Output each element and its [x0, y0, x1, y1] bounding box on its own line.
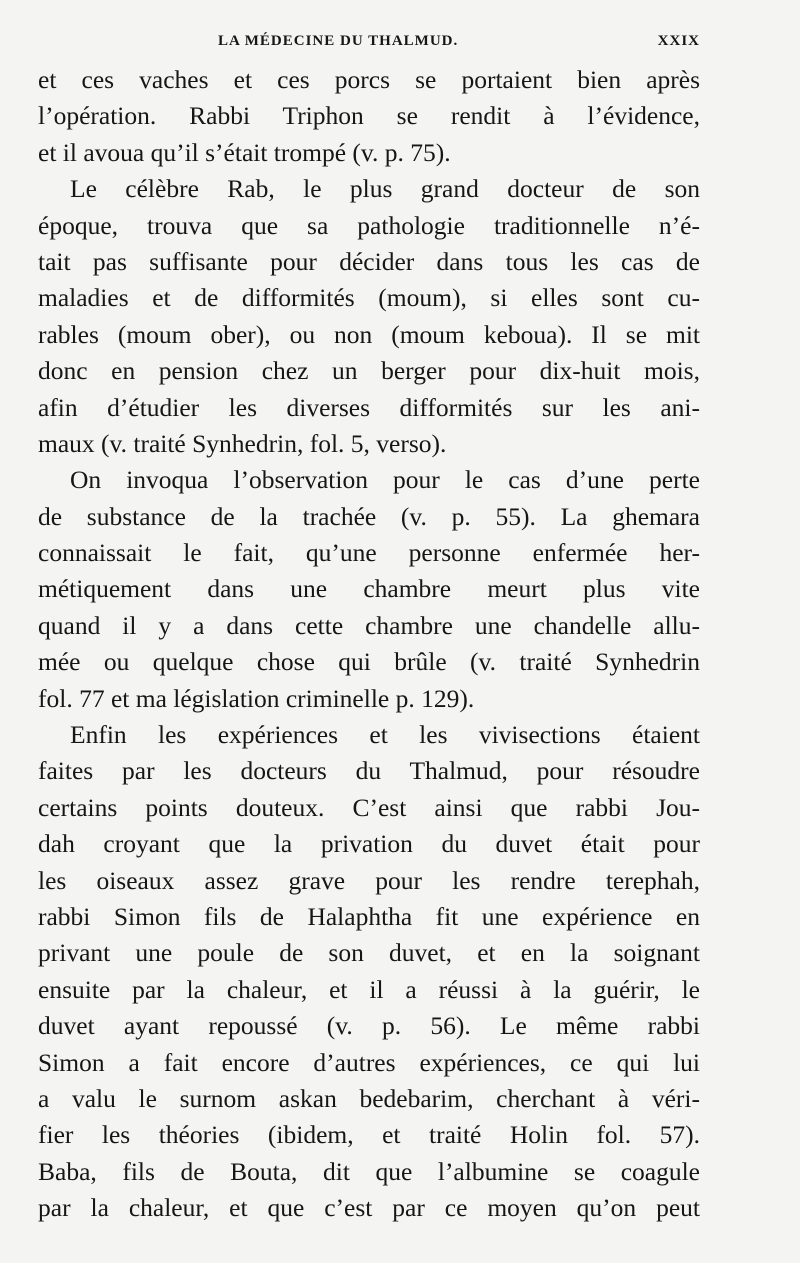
- text-line: ensuite par la chaleur, et il a réussi à la guérir, le: [38, 974, 700, 1004]
- text-line: certains points douteux. C’est ainsi que rabbi Jou-: [38, 792, 700, 822]
- text-line: et ces vaches et ces porcs se portaient bien après: [38, 65, 700, 94]
- text-line: privant une poule de son duvet, et en la soignant: [38, 938, 700, 968]
- text-line: Enfin les expériences et les vivisections étaient: [70, 720, 700, 750]
- text-line: duvet ayant repoussé (v. p. 56). Le même rabbi: [38, 1011, 700, 1041]
- text-line: Baba, fils de Bouta, dit que l’albumine se coagule: [38, 1156, 700, 1186]
- page-number: XXIX: [657, 33, 700, 49]
- text-line: fol. 77 et ma législation criminelle p. 129).: [38, 683, 475, 713]
- text-line: de substance de la trachée (v. p. 55). La ghemara: [38, 501, 700, 531]
- text-line: Le célèbre Rab, le plus grand docteur de son: [70, 174, 700, 204]
- text-line: Simon a fait encore d’autres expériences, ce qui lui: [38, 1047, 700, 1077]
- text-line: On invoqua l’observation pour le cas d’une perte: [70, 465, 700, 495]
- text-line: fier les théories (ibidem, et traité Holin fol. 57).: [38, 1120, 700, 1150]
- body-text: [38, 62, 700, 1227]
- text-line: mée ou quelque chose qui brûle (v. traité Synhedrin: [38, 647, 700, 677]
- text-line: quand il y a dans cette chambre une chandelle allu-: [38, 610, 700, 640]
- text-line: rabbi Simon fils de Halaphtha fit une expérience en: [38, 901, 700, 931]
- running-header: [40, 33, 700, 55]
- text-line: époque, trouva que sa pathologie traditionnelle n’é-: [38, 210, 700, 240]
- text-line: connaissait le fait, qu’une personne enfermée her-: [38, 538, 700, 568]
- text-line: par la chaleur, et que c’est par ce moyen qu’on peut: [38, 1193, 700, 1223]
- text-line: les oiseaux assez grave pour les rendre terephah,: [38, 865, 700, 895]
- text-line: tait pas suffisante pour décider dans tous les cas de: [38, 246, 700, 276]
- text-line: afin d’étudier les diverses difformités sur les ani-: [38, 392, 700, 422]
- text-line: métiquement dans une chambre meurt plus vite: [38, 574, 700, 604]
- text-line: a valu le surnom askan bedebarim, cherchant à véri-: [38, 1083, 700, 1113]
- text-line: donc en pension chez un berger pour dix-huit mois,: [38, 356, 700, 386]
- running-title: LA MÉDECINE DU THALMUD.: [218, 33, 459, 49]
- text-line: maladies et de difformités (moum), si elles sont cu-: [38, 283, 700, 313]
- text-line: et il avoua qu’il s’était trompé (v. p. 75).: [38, 137, 451, 167]
- text-line: maux (v. traité Synhedrin, fol. 5, verso).: [38, 428, 447, 458]
- text-line: l’opération. Rabbi Triphon se rendit à l’évidence,: [38, 101, 700, 131]
- text-line: rables (moum ober), ou non (moum keboua). Il se mit: [38, 319, 700, 349]
- text-line: dah croyant que la privation du duvet était pour: [38, 829, 700, 859]
- text-line: faites par les docteurs du Thalmud, pour résoudre: [38, 756, 700, 786]
